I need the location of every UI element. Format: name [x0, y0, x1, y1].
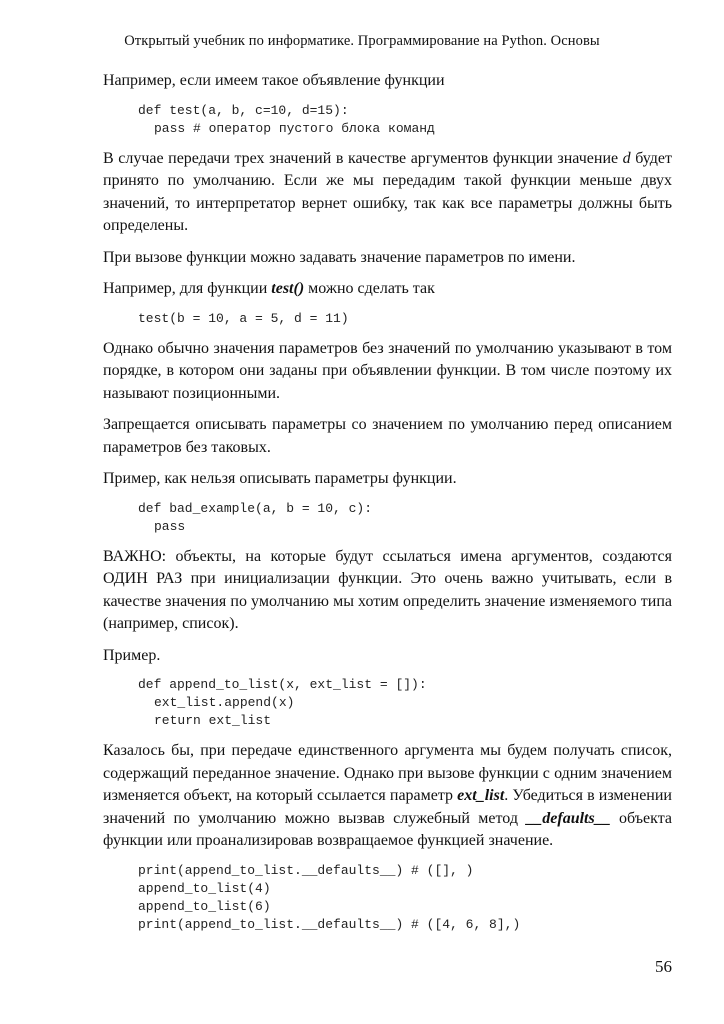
code-block — [138, 676, 672, 730]
page-content — [103, 70, 672, 944]
paragraph: ВАЖНО: объекты, на которые будут ссылаться имена аргументов, создаются ОДИН РАЗ при инициализации функции. Это очень важно учитывать, если в качестве значения по умолчанию мы хотим определить значение изменяемого типа (например, список). — [103, 547, 672, 632]
code-block — [138, 862, 672, 934]
text: В случае передачи трех значений в качестве аргументов функции значение — [103, 149, 623, 167]
code-block — [138, 500, 672, 536]
code-block — [138, 310, 672, 328]
code-line: test(b = 10, a = 5, d = 11) — [138, 310, 349, 326]
variable-name: d — [622, 149, 631, 167]
code-line: ext_list.append(x) — [154, 695, 295, 710]
text: будет принято по умолчанию. Если же мы передадим такой функции меньше двух значений, то интерпретатор вернет ошибку, так как все параметры должны быть определены. — [103, 149, 672, 234]
paragraph — [103, 148, 672, 238]
page-header: Открытый учебник по информатике. Программирование на Python. Основы — [124, 33, 600, 49]
paragraph: Пример. — [103, 646, 161, 664]
paragraph: При вызове функции можно задавать значение параметров по имени. — [103, 248, 576, 266]
paragraph — [103, 278, 672, 301]
paragraph: Например, если имеем такое объявление функции — [103, 72, 445, 89]
code-line: return ext_list — [154, 713, 272, 728]
code-line: pass # оператор пустого блока команд — [154, 120, 435, 136]
code-line: print(append_to_list.__defaults__) # ([], ) — [138, 862, 474, 878]
paragraph: Однако обычно значения параметров без значений по умолчанию указывают в том порядке, в котором они заданы при объявлении функции. В том числе поэтому их называют позиционными. — [103, 339, 672, 402]
variable-name: ext_list — [457, 787, 505, 804]
function-name: test() — [271, 280, 305, 297]
code-line: print(append_to_list.__defaults__) # ([4, 6, 8],) — [138, 916, 521, 932]
text: Казалось бы, при передаче единственного аргумента мы будем получать список, содержащий переданное значение. Однако при вызове функции с одним значением изменяется объект, на который ссылается параметр — [103, 742, 672, 804]
text: Например, для функции — [103, 280, 272, 297]
code-line: append_to_list(4) — [138, 880, 271, 896]
code-line: append_to_list(6) — [138, 898, 271, 914]
method-name: __defaults__ — [526, 809, 611, 827]
paragraph: Пример, как нельзя описывать параметры функции. — [103, 470, 457, 487]
code-line: def append_to_list(x, ext_list = []): — [138, 677, 427, 692]
paragraph — [103, 740, 672, 853]
text: . Убедиться в изменении значений по умолчанию можно вызвав служебный метод — [103, 787, 672, 827]
code-block — [138, 102, 672, 138]
code-line: def test(a, b, c=10, d=15): — [138, 102, 349, 118]
text: объекта функции или проанализировав возвращаемое функцией значение. — [103, 809, 673, 849]
code-line: pass — [154, 518, 186, 534]
text: можно сделать так — [304, 280, 435, 297]
code-line: def bad_example(a, b = 10, c): — [138, 500, 373, 516]
paragraph: Запрещается описывать параметры со значением по умолчанию перед описанием параметров без таковых. — [103, 416, 672, 456]
page-number: 56 — [655, 957, 672, 976]
